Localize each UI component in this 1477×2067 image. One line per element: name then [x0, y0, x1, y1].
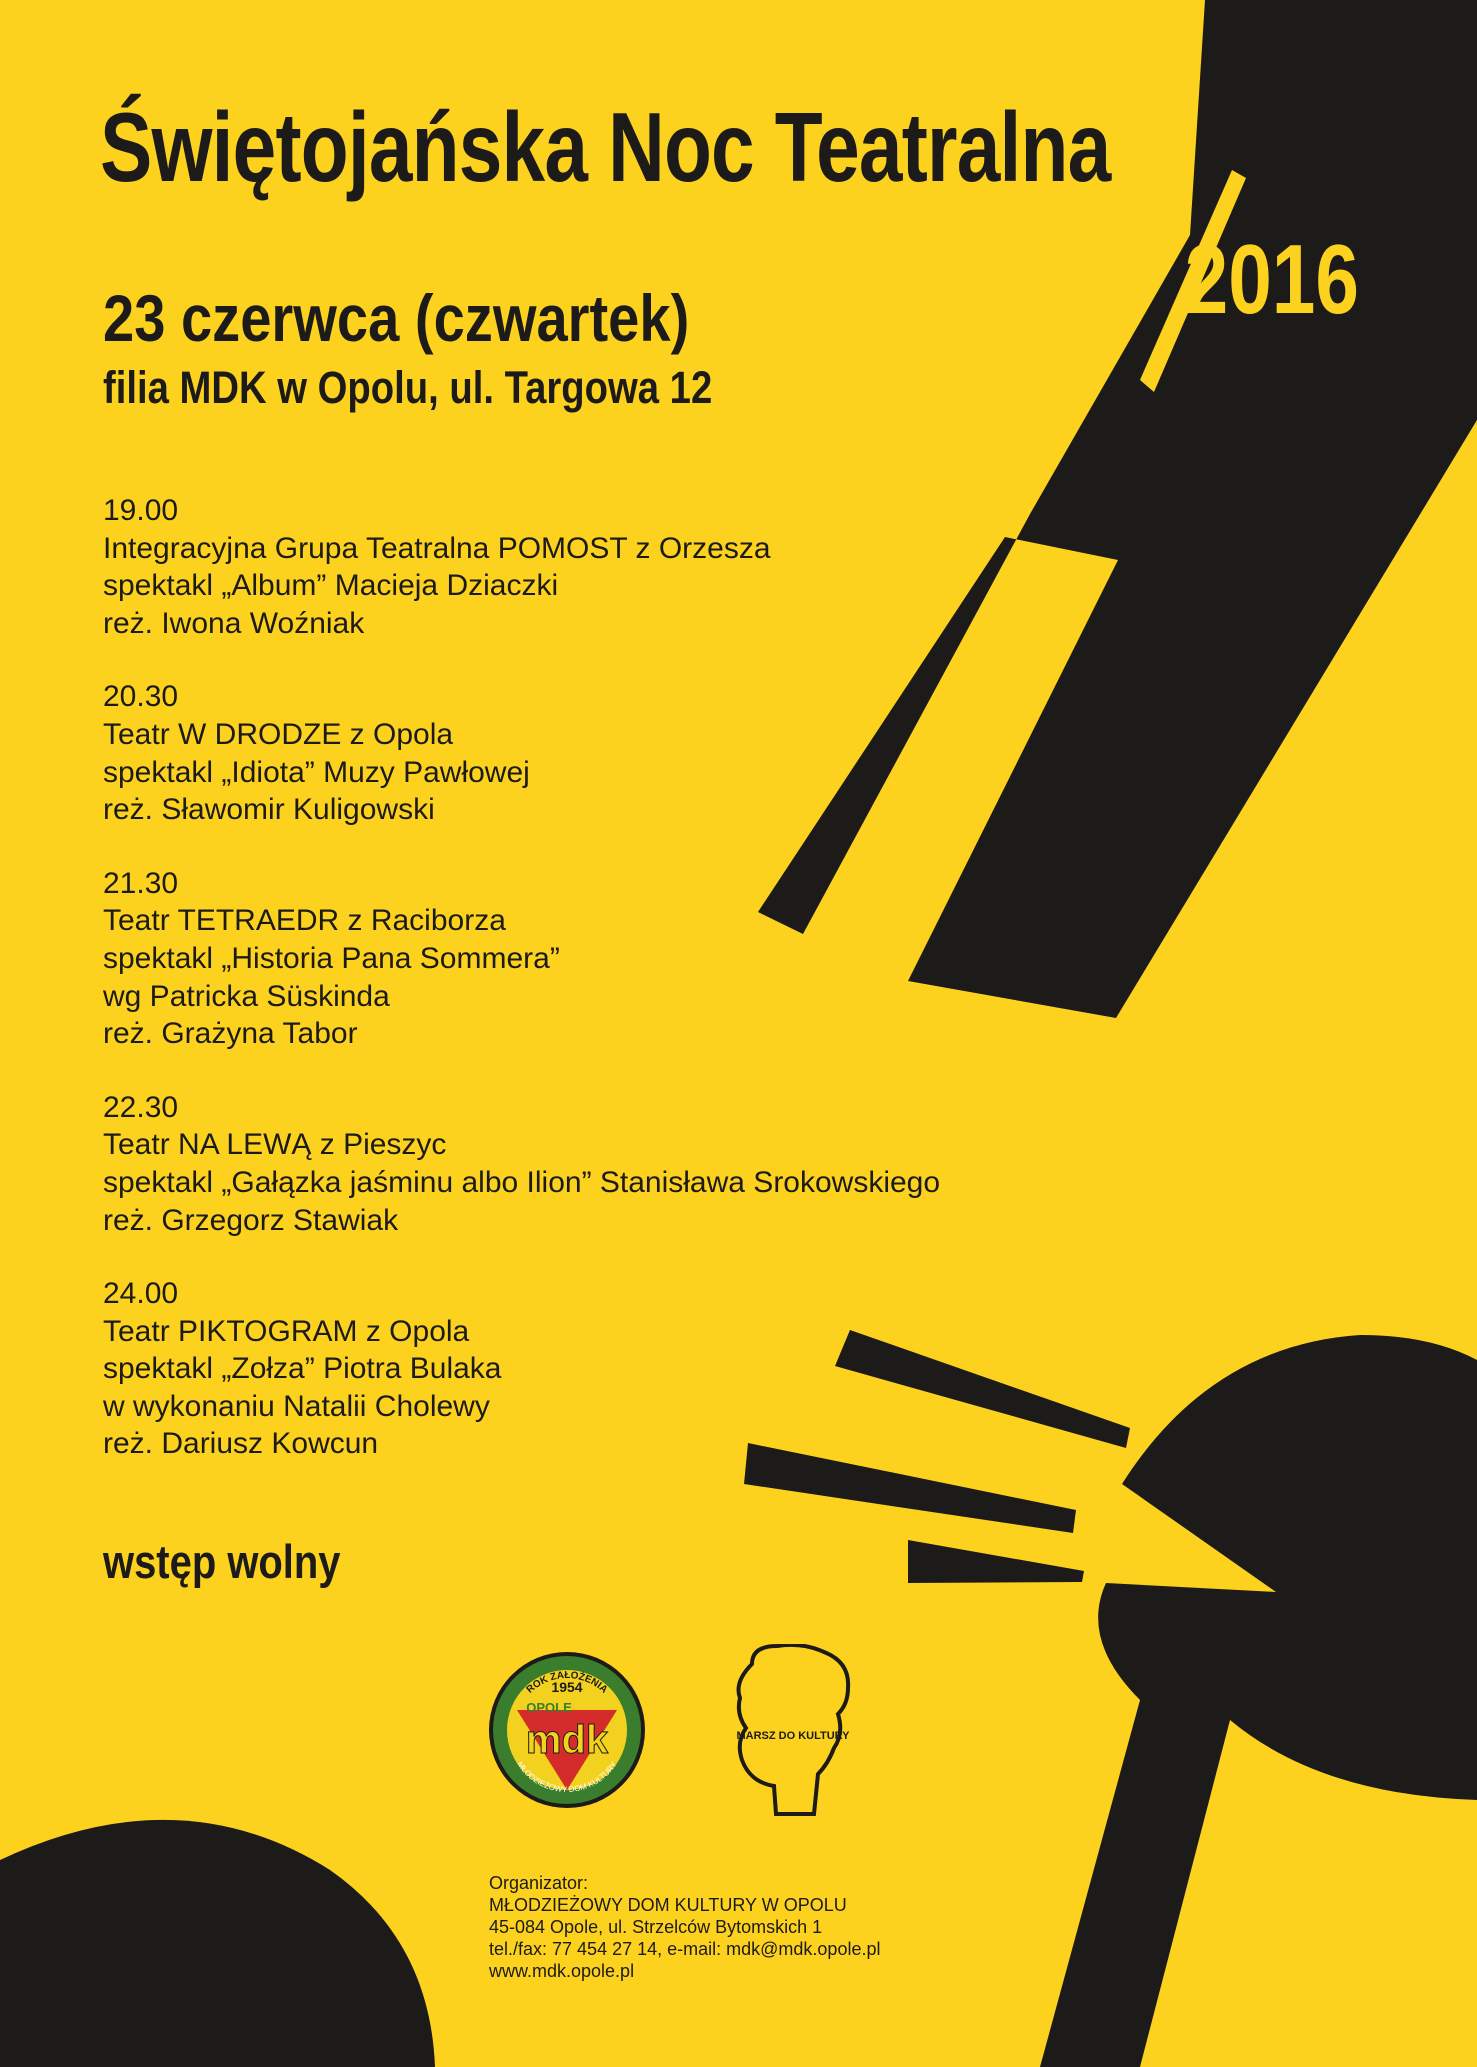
- organizer-contact: tel./fax: 77 454 27 14, e-mail: mdk@mdk.opole.pl: [489, 1939, 881, 1959]
- event-venue: filia MDK w Opolu, ul. Targowa 12: [103, 362, 713, 413]
- program-line: spektakl „Historia Pana Sommera”: [103, 941, 560, 975]
- logo-marsz-text: MARSZ DO KULTURY: [736, 1730, 850, 1742]
- program-line: reż. Iwona Woźniak: [103, 606, 365, 640]
- program-time: 24.00: [103, 1277, 179, 1311]
- program-line: spektakl „Album” Macieja Dziaczki: [103, 569, 559, 603]
- event-date: 23 czerwca (czwartek): [103, 281, 690, 355]
- logo-top-text: ROK ZAŁOŻENIA: [524, 1669, 610, 1696]
- program-time: 19.00: [103, 494, 179, 527]
- organizer-website: www.mdk.opole.pl: [489, 1961, 635, 1981]
- program-item: [103, 1275, 940, 1463]
- program-line: w wykonaniu Natalii Cholewy: [103, 1389, 490, 1423]
- program-line: reż. Grzegorz Stawiak: [103, 1203, 399, 1237]
- program-line: spektakl „Gałązka jaśminu albo Ilion” Stanisława Srokowskiego: [103, 1165, 941, 1199]
- program-line: reż. Dariusz Kowcun: [103, 1427, 379, 1461]
- program-line: reż. Sławomir Kuligowski: [103, 793, 435, 827]
- program-line: Teatr NA LEWĄ z Pieszyc: [103, 1128, 447, 1162]
- logo-name: mdk: [525, 1718, 609, 1762]
- ray-bottom: [908, 1540, 1084, 1583]
- program-list: [103, 492, 940, 1499]
- program-line: Teatr W DRODZE z Opola: [103, 717, 454, 751]
- organizer-block: [489, 1872, 880, 1982]
- organizer-name: MŁODZIEŻOWY DOM KULTURY W OPOLU: [489, 1895, 847, 1915]
- organizer-address: 45-084 Opole, ul. Strzelców Bytomskich 1: [489, 1917, 823, 1937]
- program-item: [103, 865, 940, 1053]
- organizer-heading: Organizator:: [489, 1873, 589, 1893]
- program-line: spektakl „Zołza” Piotra Bulaka: [103, 1352, 502, 1386]
- mdk-logo: [487, 1650, 647, 1810]
- program-item: [103, 492, 940, 642]
- program-line: wg Patricka Süskinda: [103, 979, 390, 1013]
- program-line: Integracyjna Grupa Teatralna POMOST z Orzesza: [103, 531, 771, 565]
- program-item: [103, 1089, 940, 1239]
- program-line: Teatr TETRAEDR z Raciborza: [103, 904, 506, 938]
- program-line: spektakl „Idiota” Muzy Pawłowej: [103, 755, 530, 789]
- poster-title: Świętojańska Noc Teatralna: [100, 92, 1111, 202]
- program-time: 21.30: [103, 866, 179, 900]
- poster-year: 2016: [1184, 224, 1359, 334]
- speaking-circle: [1040, 1335, 1477, 2067]
- program-item: [103, 678, 940, 828]
- program-line: Teatr PIKTOGRAM z Opola: [103, 1314, 470, 1348]
- program-time: 20.30: [103, 680, 179, 714]
- logo-year: 1954: [551, 1679, 583, 1695]
- program-line: reż. Grażyna Tabor: [103, 1017, 358, 1051]
- marsz-do-kultury-logo: [732, 1644, 854, 1816]
- half-circle-bottom-left: [0, 1820, 435, 2067]
- entry-note: wstęp wolny: [103, 1535, 341, 1588]
- logo-bottom-text: MŁODZIEŻOWY DOM KULTURY: [515, 1759, 619, 1795]
- program-time: 22.30: [103, 1090, 179, 1124]
- logo-city: OPOLE: [526, 1700, 572, 1715]
